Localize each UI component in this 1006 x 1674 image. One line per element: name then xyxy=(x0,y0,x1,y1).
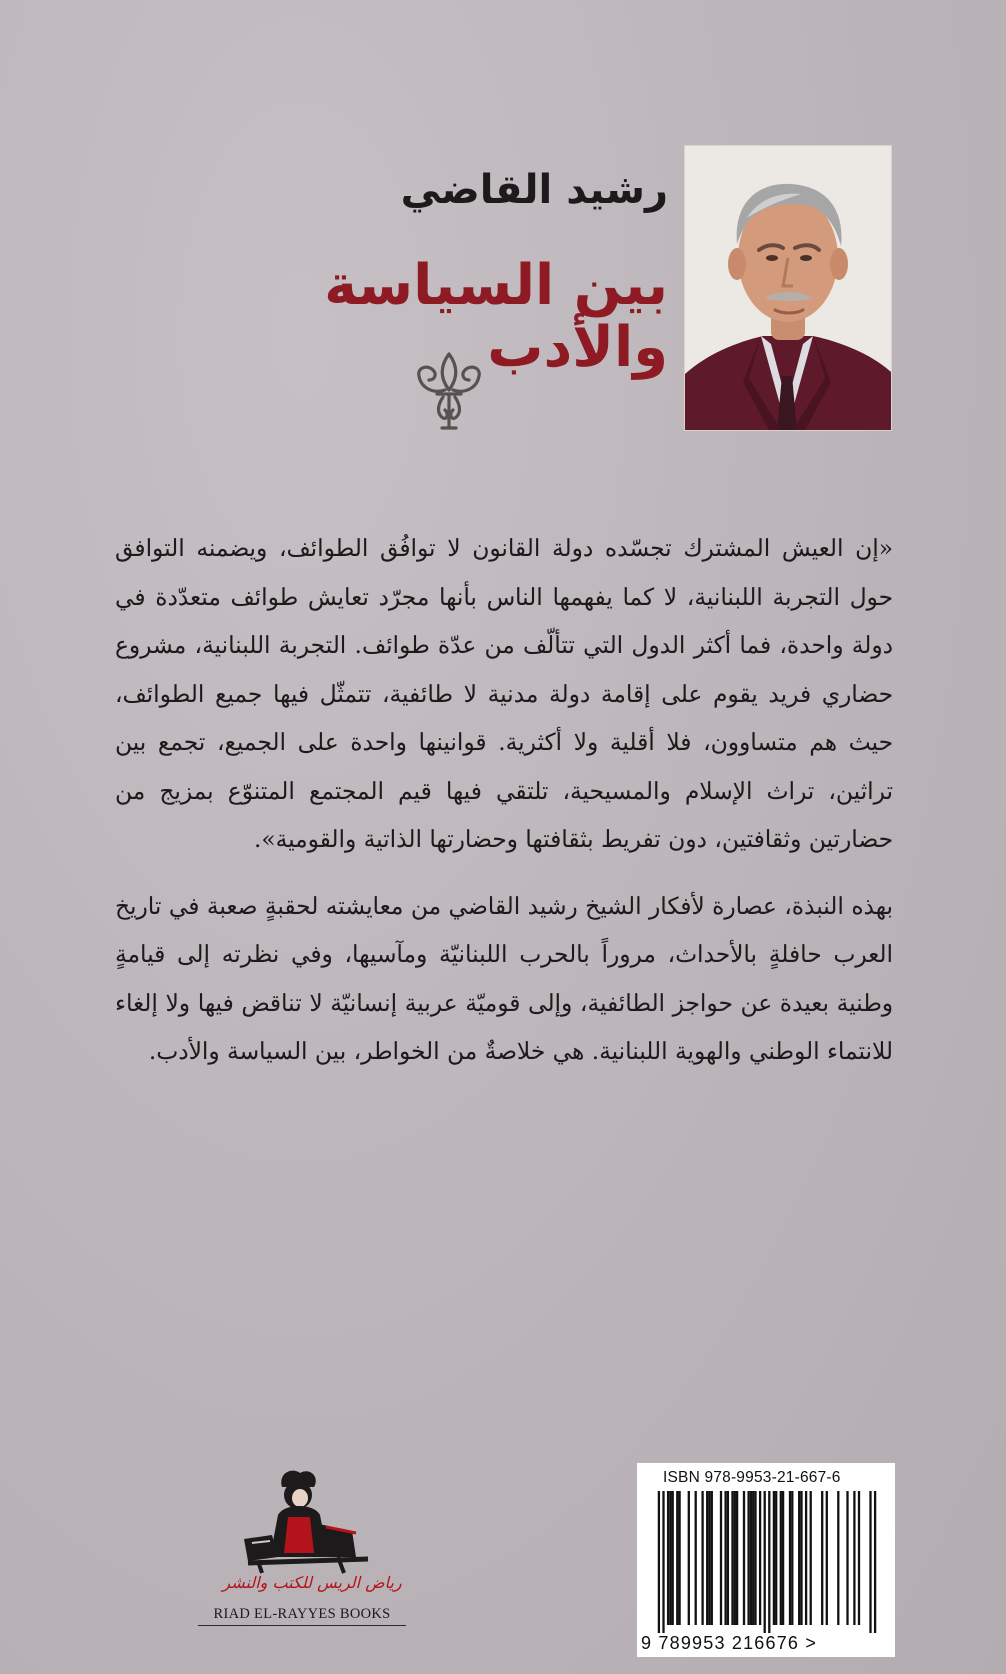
barcode-bar xyxy=(775,1491,777,1625)
barcode-bar xyxy=(800,1491,802,1625)
barcode-bar xyxy=(688,1491,690,1625)
barcode-bar xyxy=(782,1491,784,1625)
barcode-bar xyxy=(858,1491,860,1625)
barcode-bar xyxy=(754,1491,756,1625)
barcode-guard-bar xyxy=(869,1491,871,1633)
publisher-name-arabic: رياض الريس للكتب والنشر xyxy=(222,1573,402,1592)
barcode-bar xyxy=(711,1491,713,1625)
barcode-bar xyxy=(798,1491,800,1625)
barcode-guard-bar xyxy=(658,1491,660,1633)
isbn-barcode-panel xyxy=(637,1463,895,1657)
description-paragraph-1: «إن العيش المشترك تجسّده دولة القانون لا توافُق الطوائف، ويضمنه التوافق حول التجربة اللبنانية، لا كما يفهمها الناس بأنها مجرّد تعايش طوائف متعدّدة في دولة واحدة، فما أكثر الدول التي تتألّف من عدّة طوائف. التجربة اللبنانية، مشروع حضاري فريد يقوم على إقامة دولة مدنية لا طائفية، تتمثّل فيها جميع الطوائف، حيث هم متساوون، فلا أقلية ولا أكثرية. قوانينها واحدة على الجميع، تجمع بين تراثين، تراث الإسلام والمسيحية، تلتقي فيها قيم المجتمع المتنوّع بمزيج من حضارتين وثقافتين، دون تفريط بثقافتها وحضارتها الذاتية والقومية». xyxy=(115,535,893,853)
barcode-bar xyxy=(853,1491,855,1625)
barcode-bar xyxy=(846,1491,848,1625)
author-name: رشيد القاضي xyxy=(400,167,668,213)
barcode-bar xyxy=(672,1491,674,1625)
barcode-bar xyxy=(695,1491,697,1625)
author-photo xyxy=(684,145,892,431)
barcode-bar xyxy=(759,1491,761,1625)
barcode-bar xyxy=(773,1491,775,1625)
barcode-bar xyxy=(720,1491,722,1625)
barcode-bar xyxy=(791,1491,793,1625)
barcode-guard-bar xyxy=(764,1491,766,1633)
barcode-bar xyxy=(708,1491,710,1625)
barcode-bar xyxy=(805,1491,807,1625)
barcode-bar xyxy=(736,1491,738,1625)
barcode-guard-bar xyxy=(874,1491,876,1633)
barcode-bar xyxy=(676,1491,678,1625)
isbn-label: ISBN 978-9953-21-667-6 xyxy=(663,1469,841,1486)
barcode-digits: 9 789953 216676 > xyxy=(641,1633,818,1653)
description-paragraph-2: بهذه النبذة، عصارة لأفكار الشيخ رشيد القاضي من معايشته لحقبةٍ صعبة في تاريخ العرب حافلةٍ بالأحداث، مروراً بالحرب اللبنانيّة ومآسيها، وفي نظرته إلى قيامةٍ وطنية بعيدة عن حواجز الطائفية، وإلى قوميّة عربية إنسانيّة لا تناقض فيها ولا إلغاء للانتماء الوطني والهوية اللبنانية. هي خلاصةٌ من الخواطر، بين السياسة والأدب. xyxy=(115,892,893,1065)
barcode-bar xyxy=(826,1491,828,1625)
barcode-bar xyxy=(667,1491,669,1625)
back-cover-description xyxy=(115,525,893,1077)
barcode-bar xyxy=(678,1491,680,1625)
barcode-bar xyxy=(724,1491,726,1625)
barcode-bar xyxy=(810,1491,812,1625)
barcode-bar xyxy=(731,1491,733,1625)
barcode-bar xyxy=(837,1491,839,1625)
barcode-bar xyxy=(734,1491,736,1625)
barcode-bar xyxy=(743,1491,745,1625)
barcode-bar xyxy=(821,1491,823,1625)
barcode-bar xyxy=(747,1491,749,1625)
barcode-bar xyxy=(727,1491,729,1625)
barcode-bar xyxy=(780,1491,782,1625)
barcode-bar xyxy=(701,1491,703,1625)
fleur-de-lis-icon xyxy=(407,348,491,432)
barcode-bar xyxy=(789,1491,791,1625)
barcode-bar xyxy=(669,1491,671,1625)
publisher-name-english: RIAD EL-RAYYES BOOKS xyxy=(198,1606,406,1626)
barcode-bar xyxy=(706,1491,708,1625)
barcode-bar xyxy=(750,1491,752,1625)
barcode-bar xyxy=(752,1491,754,1625)
barcode-guard-bar xyxy=(768,1491,770,1633)
barcode-guard-bar xyxy=(662,1491,664,1633)
barcode xyxy=(651,1491,883,1633)
book-title: بين السياسة والأدب xyxy=(324,253,668,380)
